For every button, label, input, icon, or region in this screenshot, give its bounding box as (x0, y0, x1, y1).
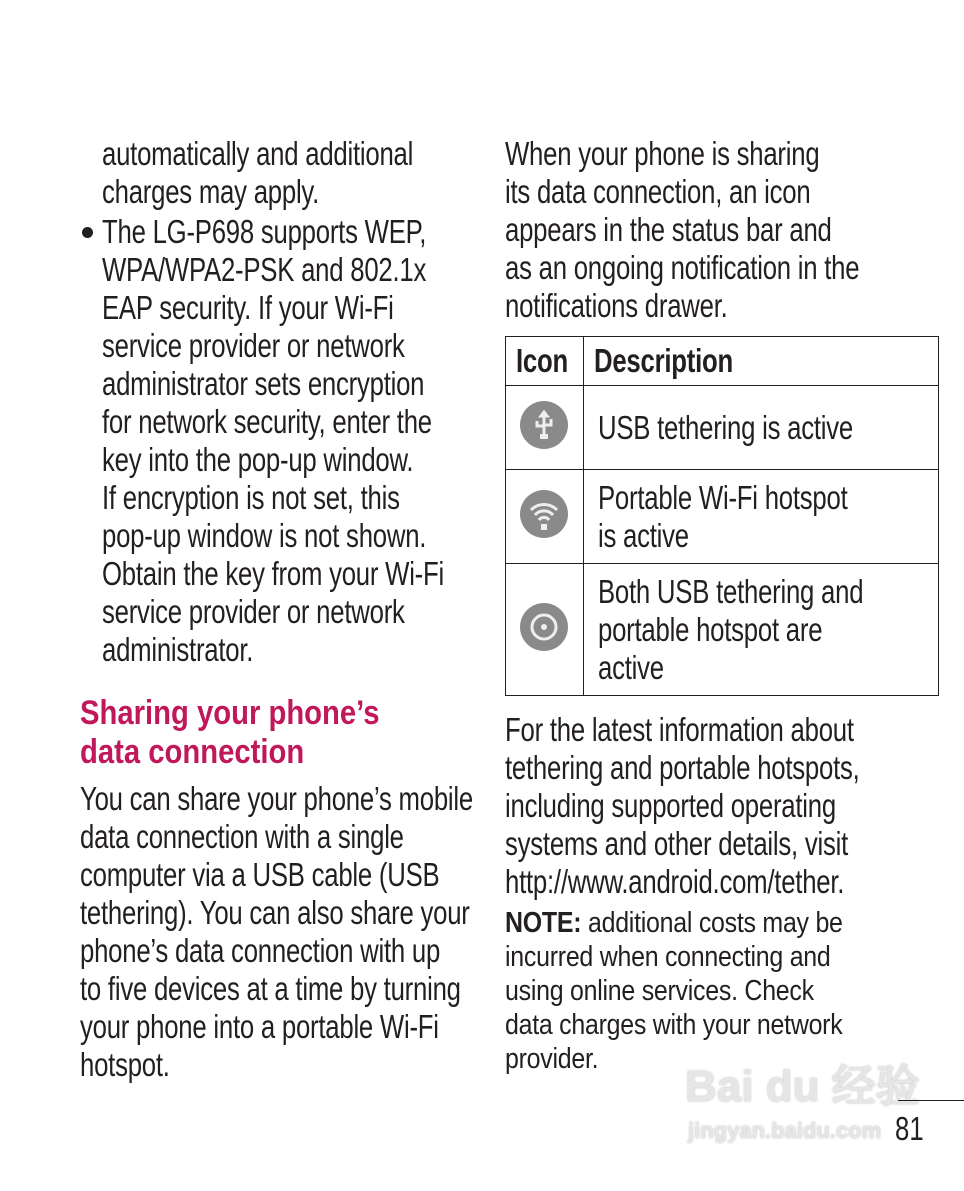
text-line: data connection with a single (80, 818, 404, 855)
note-line: provider. (505, 1043, 599, 1075)
text-line: computer via a USB cable (USB (80, 856, 440, 893)
text-line: portable hotspot are (597, 610, 822, 648)
text-line: http://www.android.com/tether. (505, 863, 845, 900)
page-rule (898, 1100, 964, 1101)
text-line: Obtain the key from your Wi-Fi (102, 555, 444, 592)
text-line: phone’s data connection with up (80, 932, 441, 969)
note-line: data charges with your network (505, 1009, 843, 1041)
row-description (598, 573, 938, 687)
usb-tethering-icon (520, 401, 568, 449)
text-line: Both USB tethering and (597, 572, 863, 610)
table-row (506, 386, 939, 470)
note-label: NOTE: (505, 907, 582, 939)
icon-table (505, 336, 939, 696)
text-line: including supported operating (505, 787, 836, 824)
text-line: your phone into a portable Wi-Fi (80, 1008, 439, 1045)
header-description: Description (593, 342, 733, 379)
row-description (598, 409, 938, 447)
text-line: as an ongoing notification in the (505, 249, 860, 286)
text-line: for network security, enter the (102, 403, 432, 440)
text-line: charges may apply. (102, 173, 320, 210)
text-line: Sharing your phone’s (80, 694, 380, 732)
watermark-logo: Bai du 经验 (685, 1062, 920, 1111)
row-description (598, 479, 938, 555)
header-icon: Icon (516, 342, 568, 379)
text-line: tethering). You can also share your (80, 894, 470, 931)
text-line: tethering and portable hotspots, (505, 749, 860, 786)
table-header (506, 337, 939, 386)
text-line: data connection (80, 733, 305, 771)
watermark-url: jingyan.baidu.com (688, 1118, 882, 1143)
text-line: EAP security. If your Wi-Fi (102, 289, 394, 326)
bullet-dot (82, 227, 93, 238)
left-intro (102, 135, 462, 211)
text-line: systems and other details, visit (505, 825, 849, 862)
text-line: The LG-P698 supports WEP, (102, 213, 427, 250)
table-row (506, 470, 939, 564)
note-line: incurred when connecting and (505, 941, 831, 973)
text-line: Portable Wi-Fi hotspot (597, 478, 848, 516)
text-line: its data connection, an icon (505, 173, 811, 210)
text-line: WPA/WPA2-PSK and 802.1x (102, 251, 427, 288)
text-line: hotspot. (80, 1046, 170, 1083)
text-line: to five devices at a time by turning (80, 970, 461, 1007)
both-tethering-icon (520, 603, 568, 651)
info-paragraph (505, 711, 960, 901)
text-line: automatically and additional (102, 135, 414, 172)
table-row (506, 564, 939, 696)
bullet-text (102, 213, 462, 669)
text-line: notifications drawer. (505, 287, 728, 324)
text-line: For the latest information about (505, 711, 854, 748)
text-line: active (597, 648, 664, 686)
text-line: administrator. (102, 631, 254, 668)
wifi-hotspot-icon (520, 490, 568, 538)
text-line: USB tethering is active (597, 408, 853, 446)
text-line: pop-up window is not shown. (102, 517, 427, 554)
text-line: service provider or network (102, 593, 405, 630)
text-line: appears in the status bar and (505, 211, 832, 248)
section-heading (80, 694, 428, 772)
text-line: You can share your phone’s mobile (80, 780, 473, 817)
text-line: When your phone is sharing (505, 135, 820, 172)
text-line: If encryption is not set, this (102, 479, 400, 516)
text-line: service provider or network (102, 327, 405, 364)
text-line: administrator sets encryption (102, 365, 425, 402)
note-first-line: additional costs may be (581, 907, 843, 939)
note-line: using online services. Check (505, 975, 814, 1007)
text-line: key into the pop-up window. (102, 441, 414, 478)
right-intro (505, 135, 959, 325)
bullet-security (102, 213, 462, 669)
text-line: is active (597, 516, 689, 554)
page-number: 81 (895, 1110, 924, 1147)
